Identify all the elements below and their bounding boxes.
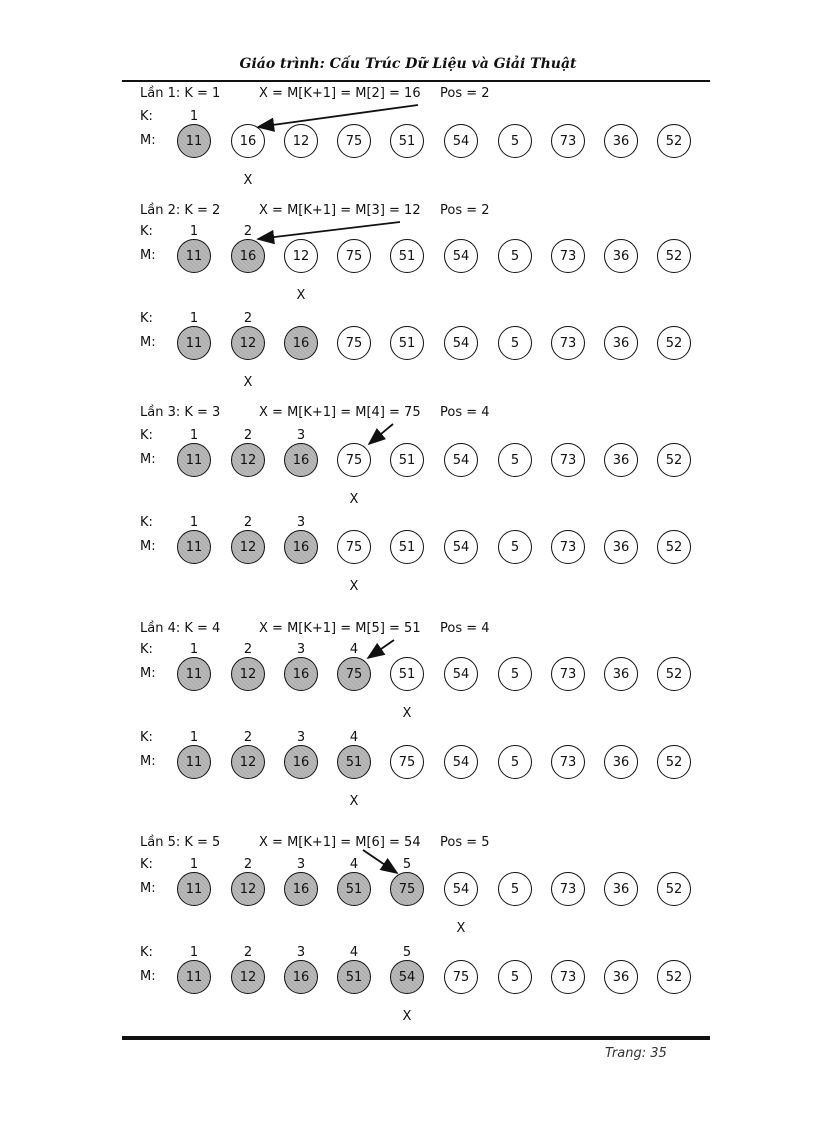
m-label: M: — [140, 666, 156, 681]
array-cell: 11 — [177, 872, 211, 906]
m-label: M: — [140, 969, 156, 984]
array-cell: 16 — [284, 872, 318, 906]
pass-expression: X = M[K+1] = M[2] = 16 — [259, 86, 421, 101]
array-cell: 5 — [498, 239, 532, 273]
array-cell: 54 — [390, 960, 424, 994]
pass-pos: Pos = 4 — [440, 621, 490, 636]
k-label: K: — [140, 945, 153, 960]
arrow-pass-1 — [258, 105, 418, 127]
k-index: 2 — [243, 857, 253, 872]
array-cell: 73 — [551, 239, 585, 273]
array-cell: 54 — [444, 239, 478, 273]
array-cell: 73 — [551, 443, 585, 477]
array-cell: 52 — [657, 745, 691, 779]
k-index: 1 — [189, 642, 199, 657]
array-cell: 36 — [604, 960, 638, 994]
array-cell: 5 — [498, 443, 532, 477]
k-index: 2 — [243, 642, 253, 657]
array-cell: 16 — [284, 657, 318, 691]
k-index: 2 — [243, 730, 253, 745]
array-cell: 51 — [390, 530, 424, 564]
array-cell: 75 — [337, 326, 371, 360]
array-cell: 12 — [231, 443, 265, 477]
array-cell: 36 — [604, 530, 638, 564]
array-cell: 12 — [231, 745, 265, 779]
array-cell: 51 — [390, 124, 424, 158]
k-index: 1 — [189, 945, 199, 960]
array-cell: 12 — [231, 872, 265, 906]
array-cell: 12 — [231, 326, 265, 360]
array-cell: 36 — [604, 124, 638, 158]
k-index: 1 — [189, 224, 199, 239]
k-index: 3 — [296, 857, 306, 872]
pass-pos: Pos = 5 — [440, 835, 490, 850]
k-index: 4 — [349, 642, 359, 657]
k-label: K: — [140, 109, 153, 124]
array-cell: 51 — [337, 872, 371, 906]
array-cell: 73 — [551, 124, 585, 158]
array-cell: 11 — [177, 657, 211, 691]
k-index: 2 — [243, 428, 253, 443]
array-cell: 5 — [498, 530, 532, 564]
pass-pos: Pos = 2 — [440, 203, 490, 218]
array-cell: 75 — [390, 872, 424, 906]
array-cell: 51 — [390, 443, 424, 477]
k-index: 3 — [296, 730, 306, 745]
pass-pos: Pos = 4 — [440, 405, 490, 420]
array-cell: 51 — [390, 326, 424, 360]
pass-pos: Pos = 2 — [440, 86, 490, 101]
array-cell: 12 — [231, 960, 265, 994]
array-cell: 5 — [498, 960, 532, 994]
pass-expression: X = M[K+1] = M[4] = 75 — [259, 405, 421, 420]
k-index: 1 — [189, 857, 199, 872]
array-cell: 5 — [498, 872, 532, 906]
array-cell: 5 — [498, 745, 532, 779]
x-marker: X — [349, 794, 359, 809]
array-cell: 52 — [657, 124, 691, 158]
array-cell: 52 — [657, 657, 691, 691]
array-cell: 75 — [337, 443, 371, 477]
k-index: 4 — [349, 945, 359, 960]
k-index: 3 — [296, 642, 306, 657]
pass-heading: Lần 4: K = 4 — [140, 621, 221, 636]
array-cell: 54 — [444, 443, 478, 477]
x-marker: X — [456, 921, 466, 936]
k-index: 1 — [189, 515, 199, 530]
array-cell: 5 — [498, 124, 532, 158]
array-cell: 11 — [177, 239, 211, 273]
array-cell: 36 — [604, 745, 638, 779]
k-index: 5 — [402, 945, 412, 960]
k-index: 2 — [243, 224, 253, 239]
array-cell: 11 — [177, 124, 211, 158]
array-cell: 51 — [337, 960, 371, 994]
k-index: 3 — [296, 515, 306, 530]
arrow-pass-5 — [363, 850, 397, 873]
k-label: K: — [140, 730, 153, 745]
array-cell: 75 — [390, 745, 424, 779]
array-cell: 11 — [177, 326, 211, 360]
array-cell: 16 — [231, 124, 265, 158]
array-cell: 36 — [604, 443, 638, 477]
k-index: 2 — [243, 311, 253, 326]
m-label: M: — [140, 335, 156, 350]
array-cell: 51 — [390, 239, 424, 273]
array-cell: 51 — [337, 745, 371, 779]
k-index: 1 — [189, 428, 199, 443]
array-cell: 16 — [284, 530, 318, 564]
page-header-title: Giáo trình: Cấu Trúc Dữ Liệu và Giải Thuật — [239, 56, 577, 72]
x-marker: X — [349, 579, 359, 594]
array-cell: 11 — [177, 530, 211, 564]
array-cell: 11 — [177, 443, 211, 477]
m-label: M: — [140, 248, 156, 263]
array-cell: 52 — [657, 443, 691, 477]
x-marker: X — [296, 288, 306, 303]
array-cell: 12 — [231, 657, 265, 691]
k-label: K: — [140, 311, 153, 326]
pass-expression: X = M[K+1] = M[3] = 12 — [259, 203, 421, 218]
array-cell: 73 — [551, 960, 585, 994]
array-cell: 75 — [337, 239, 371, 273]
pass-heading: Lần 2: K = 2 — [140, 203, 221, 218]
array-cell: 16 — [284, 443, 318, 477]
array-cell: 54 — [444, 657, 478, 691]
array-cell: 75 — [337, 124, 371, 158]
array-cell: 73 — [551, 530, 585, 564]
array-cell: 75 — [337, 657, 371, 691]
m-label: M: — [140, 452, 156, 467]
array-cell: 36 — [604, 239, 638, 273]
arrow-pass-4 — [368, 640, 394, 658]
array-cell: 11 — [177, 745, 211, 779]
array-cell: 36 — [604, 872, 638, 906]
arrow-pass-2 — [258, 222, 400, 239]
k-index: 1 — [189, 109, 199, 124]
array-cell: 75 — [337, 530, 371, 564]
m-label: M: — [140, 881, 156, 896]
x-marker: X — [402, 1009, 412, 1024]
x-marker: X — [349, 492, 359, 507]
array-cell: 12 — [284, 239, 318, 273]
array-cell: 16 — [284, 326, 318, 360]
pass-expression: X = M[K+1] = M[6] = 54 — [259, 835, 421, 850]
k-label: K: — [140, 857, 153, 872]
array-cell: 52 — [657, 239, 691, 273]
array-cell: 75 — [444, 960, 478, 994]
k-label: K: — [140, 428, 153, 443]
k-label: K: — [140, 642, 153, 657]
pass-heading: Lần 3: K = 3 — [140, 405, 221, 420]
arrow-pass-3 — [369, 424, 393, 444]
array-cell: 12 — [284, 124, 318, 158]
pass-heading: Lần 5: K = 5 — [140, 835, 221, 850]
x-marker: X — [243, 173, 253, 188]
array-cell: 73 — [551, 657, 585, 691]
array-cell: 54 — [444, 124, 478, 158]
m-label: M: — [140, 133, 156, 148]
array-cell: 54 — [444, 326, 478, 360]
k-index: 3 — [296, 945, 306, 960]
k-label: K: — [140, 515, 153, 530]
array-cell: 73 — [551, 745, 585, 779]
k-index: 4 — [349, 857, 359, 872]
array-cell: 51 — [390, 657, 424, 691]
k-index: 2 — [243, 945, 253, 960]
array-cell: 73 — [551, 872, 585, 906]
array-cell: 54 — [444, 745, 478, 779]
array-cell: 5 — [498, 657, 532, 691]
pass-heading: Lần 1: K = 1 — [140, 86, 221, 101]
m-label: M: — [140, 539, 156, 554]
x-marker: X — [402, 706, 412, 721]
array-cell: 16 — [284, 960, 318, 994]
k-index: 5 — [402, 857, 412, 872]
m-label: M: — [140, 754, 156, 769]
k-index: 4 — [349, 730, 359, 745]
array-cell: 16 — [231, 239, 265, 273]
array-cell: 54 — [444, 530, 478, 564]
k-index: 3 — [296, 428, 306, 443]
array-cell: 52 — [657, 530, 691, 564]
array-cell: 52 — [657, 326, 691, 360]
array-cell: 73 — [551, 326, 585, 360]
array-cell: 36 — [604, 657, 638, 691]
k-label: K: — [140, 224, 153, 239]
array-cell: 36 — [604, 326, 638, 360]
array-cell: 12 — [231, 530, 265, 564]
array-cell: 52 — [657, 872, 691, 906]
k-index: 1 — [189, 311, 199, 326]
footer-rule — [122, 1036, 710, 1040]
array-cell: 52 — [657, 960, 691, 994]
x-marker: X — [243, 375, 253, 390]
k-index: 1 — [189, 730, 199, 745]
array-cell: 16 — [284, 745, 318, 779]
array-cell: 11 — [177, 960, 211, 994]
k-index: 2 — [243, 515, 253, 530]
array-cell: 54 — [444, 872, 478, 906]
array-cell: 5 — [498, 326, 532, 360]
page-number: Trang: 35 — [605, 1046, 667, 1061]
pass-expression: X = M[K+1] = M[5] = 51 — [259, 621, 421, 636]
